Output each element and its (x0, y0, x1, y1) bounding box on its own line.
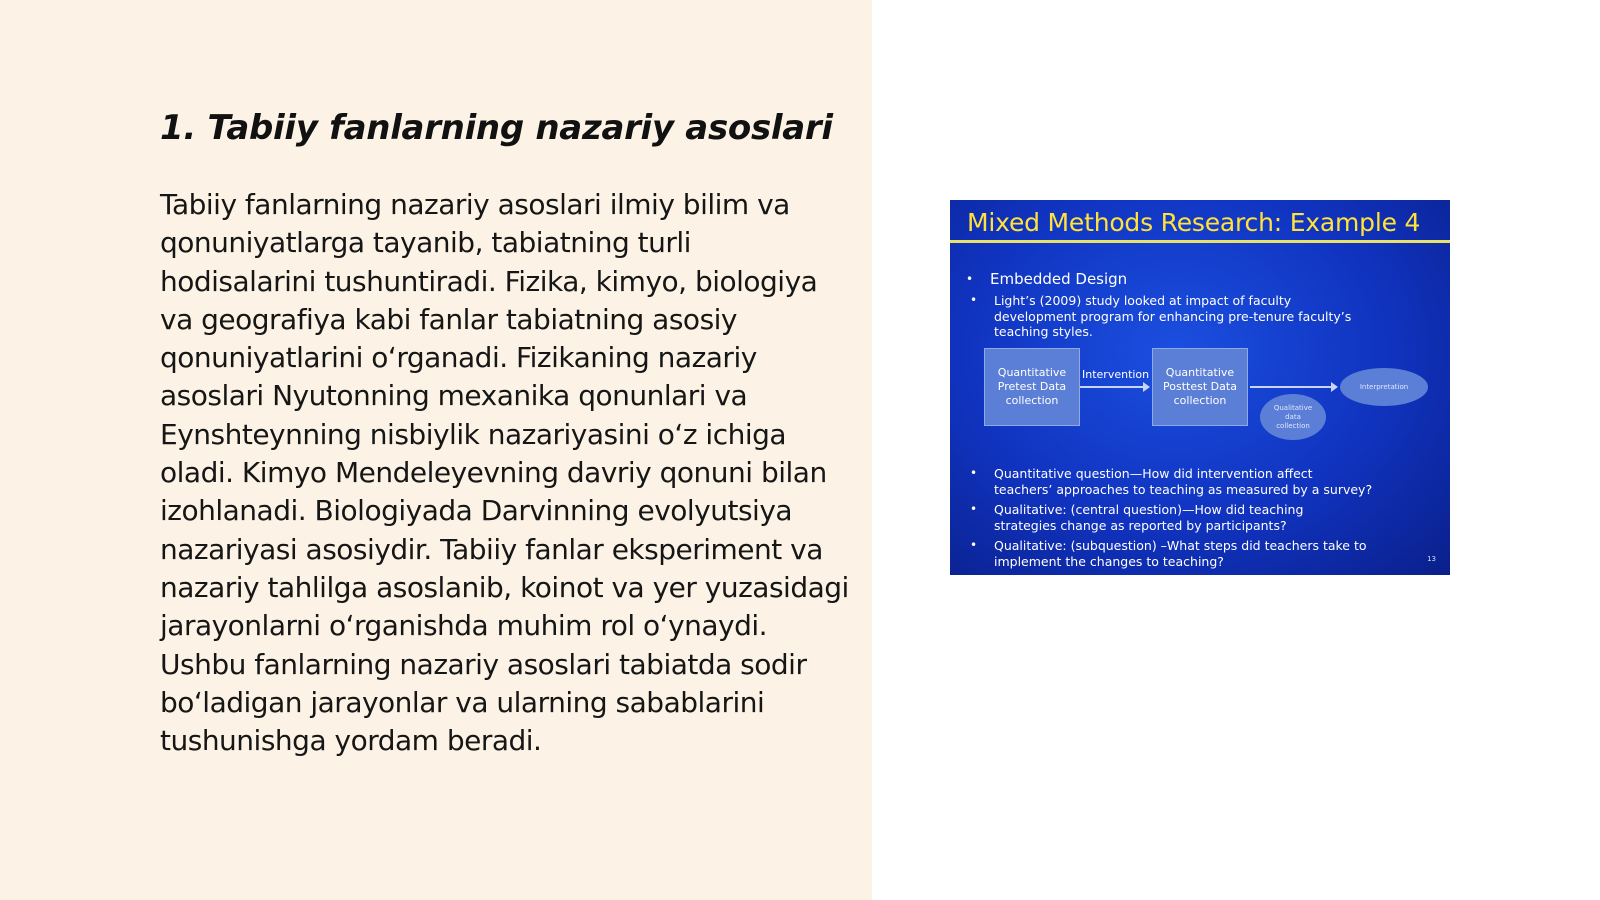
pretest-box-line: collection (1005, 394, 1059, 407)
sub1-line: teaching styles. (994, 324, 1093, 339)
qual-oval-line: collection (1276, 421, 1310, 430)
slide-title: 1. Tabiiy fanlarning nazariy asoslari (160, 108, 833, 148)
question-qualitative-sub (970, 538, 1434, 569)
bullet-main-label: Embedded Design (990, 270, 1128, 288)
qual-oval-line: data (1285, 412, 1301, 421)
q3-line: implement the changes to teaching? (994, 553, 1224, 569)
posttest-box-line: collection (1173, 394, 1227, 407)
pretest-box (984, 348, 1080, 426)
bullet-dot-icon: • (970, 293, 978, 307)
bullet-dot-icon: • (970, 466, 978, 480)
arrow-right-icon (1250, 386, 1332, 388)
q1-line: teachers’ approaches to teaching as measured by a survey? (994, 481, 1373, 497)
embedded-slide-image (950, 200, 1450, 575)
question-quantitative (970, 466, 1434, 497)
qualitative-data-oval (1260, 394, 1326, 440)
pretest-box-line: Quantitative (997, 366, 1067, 379)
question-qualitative-central (970, 502, 1434, 533)
q1-line: Quantitative question—How did intervention affect (994, 466, 1313, 481)
posttest-box-line: Quantitative (1165, 366, 1235, 379)
intervention-label: Intervention (1082, 368, 1150, 381)
q3-line: Qualitative: (subquestion) –What steps did teachers take to (994, 538, 1367, 553)
bullet-dot-icon: • (970, 502, 978, 516)
bullet-dot-icon: • (970, 538, 978, 552)
pretest-box-line: Pretest Data (997, 380, 1067, 393)
arrow-right-icon (1080, 386, 1144, 388)
posttest-box (1152, 348, 1248, 426)
embedded-slide-title: Mixed Methods Research: Example 4 (967, 208, 1421, 237)
bullet-dot-icon: • (966, 272, 974, 286)
slide-body-text: Tabiiy fanlarning nazariy asoslari ilmiy bilim va qonuniyatlarga tayanib, tabiatning turli hodisalarini tushuntiradi. Fizika, kimyo, biologiya va geografiya kabi fanlar tabiatning asosiy qonuniyatlarini oʻrganadi. Fizikaning nazariy asoslari Nyutonning mexanika qonunlari va Eynshteynning nisbiylik nazariyasini oʻz ichiga oladi. Kimyo Mendeleyevning davriy qonuni bilan izohlanadi. Biologiyada Darvinning evolyutsiya nazariyasi asosiydir. Tabiiy fanlar eksperiment va nazariy tahlilga asoslanib, koinot va yer yuzasidagi jarayonlarni oʻrganishda muhim rol oʻynaydi. Ushbu fanlarning nazariy asoslari tabiatda sodir boʻladigan jarayonlar va ularning sabablarini tushunishga yordam beradi. (160, 188, 849, 758)
slide-page-number: 13 (1427, 555, 1436, 563)
sub1-line: Light’s (2009) study looked at impact of faculty (994, 293, 1292, 308)
q2-line: strategies change as reported by participants? (994, 517, 1287, 533)
q2-line: Qualitative: (central question)—How did teaching (994, 502, 1304, 517)
sub-bullet-study (970, 293, 1434, 340)
interpretation-oval: Interpretation (1340, 368, 1428, 406)
qual-oval-line: Qualitative (1273, 403, 1313, 412)
sub1-line: development program for enhancing pre-tenure faculty’s (994, 308, 1352, 324)
title-divider (950, 240, 1450, 243)
posttest-box-line: Posttest Data (1163, 380, 1237, 393)
